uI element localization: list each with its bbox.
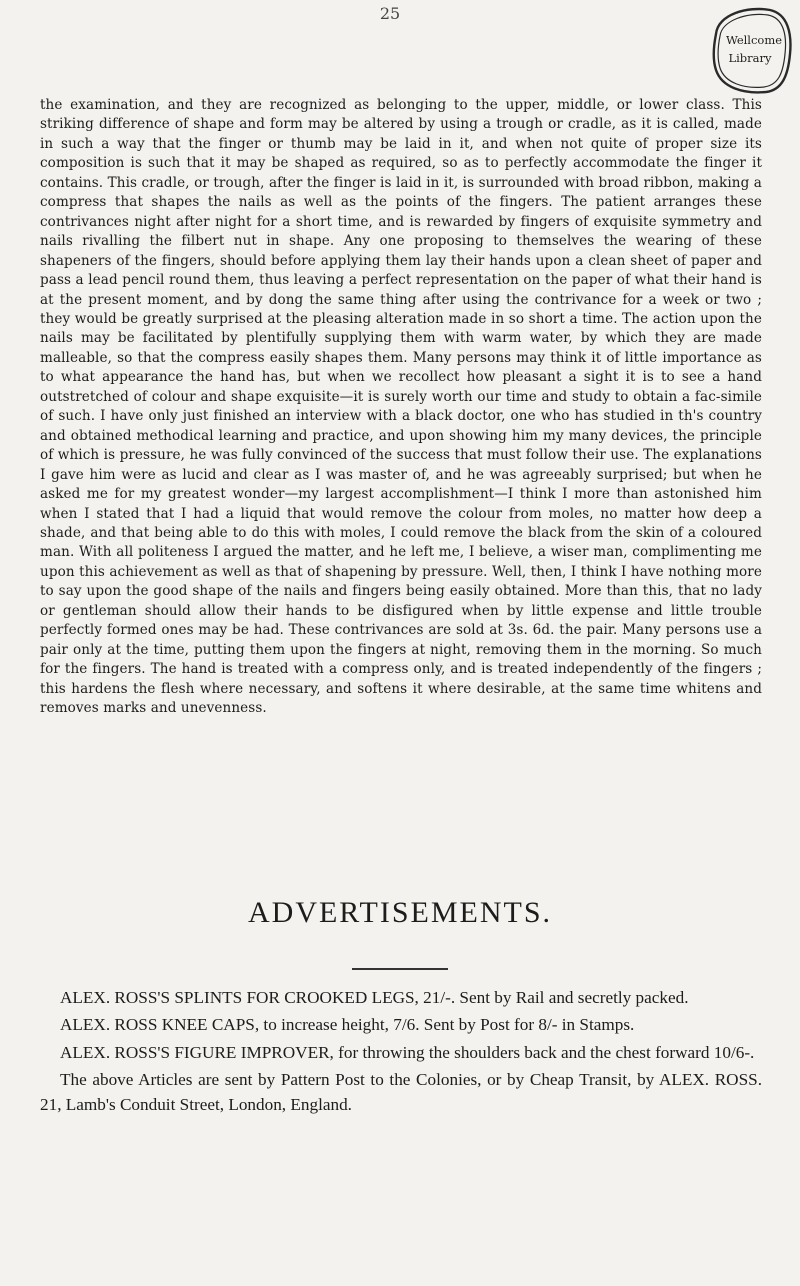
stamp-line-1: Wellcome	[725, 33, 783, 47]
ad-splints: ALEX. ROSS'S SPLINTS FOR CROOKED LEGS, 21/-. Sent by Rail and secretly packed.	[60, 988, 689, 1007]
advertisements-list	[40, 986, 762, 1120]
library-stamp	[708, 4, 794, 96]
ad-knee-caps: ALEX. ROSS KNEE CAPS, to increase height, 7/6. Sent by Post for 8/- in Stamps.	[60, 1015, 635, 1035]
body-paragraph: the examination, and they are recognized as belonging to the upper, middle, or lower class. This striking difference of shape and form may be altered by using a trough or cradle, as it is called, made in such a way that the finger or thumb may be laid in it, and when not quite of proper size its composition is such that it may be shaped as required, so as to perfectly accommodate the finger it contains. This cradle, or trough, after the finger is laid in it, is surrounded with broad ribbon, making a compress that shapes the nails as well as the points of the fingers. The patient arranges these contrivances night after night for a short time, and is rewarded by fingers of exquisite symmetry and nails rivalling the filbert nut in shape. Any one proposing to themselves the wearing of these shapeners of the fingers, should before applying them lay their hands upon a clean sheet of paper and pass a lead pencil round them, thus leaving a perfect representation on the paper of what their hand is at the present moment, and by dong the same thing after using the contrivance for a week or two ; they would be greatly surprised at the pleasing alteration made in so short a time. The action upon the nails may be facilitated by plentifully supplying them with warm water, by which they are made malleable, so that the compress easily shapes them. Many persons may think it of little importance as to what appearance the hand has, but when we recollect how pleasant a sight it is to see a hand outstretched of colour and shape exquisite—it is surely worth our time and study to obtain a fac-simile of such. I have only just finished an interview with a black doctor, one who has studied in th's country and obtained methodical learning and practice, and upon showing him my many devices, the principle of which is pressure, he was fully convinced of the success that must follow their use. The explanations I gave him were as lucid and clear as I was master of, and he was agreeably surprised; but when he asked me for my greatest wonder—my largest accomplishment—I think I more than astonished him when I stated that I had a liquid that would remove the colour from moles, no matter how deep a shade, and that being able to do this with moles, I could remove the black from the skin of a coloured man. With all politeness I argued the matter, and he left me, I believe, a wiser man, complimenting me upon this achievement as well as that of shapening by pressure. Well, then, I think I have nothing more to say upon the good shape of the nails and fingers being easily obtained. More than this, that no lady or gentleman should allow their hands to be disfigured when by little expense and little trouble perfectly formed ones may be had. These contrivances are sold at 3s. 6d. the pair. Many persons use a pair only at the time, putting them upon the fingers at night, removing them in the morning. So much for the fingers. The hand is treated with a compress only, and is treated independently of the fingers ; this hardens the flesh where necessary, and softens it where desirable, at the same time whitens and removes marks and unevenness.	[40, 97, 762, 717]
advertisements-heading: ADVERTISEMENTS.	[247, 896, 553, 929]
heading-divider	[352, 968, 448, 970]
page-number: 25	[379, 4, 401, 23]
ad-shipping-note: The above Articles are sent by Pattern Post to the Colonies, or by Cheap Transit, by ALEX. ROSS. 21, Lamb's Conduit Street, London, England.	[40, 1070, 762, 1114]
stamp-line-2: Library	[728, 51, 772, 65]
ad-figure-improver: ALEX. ROSS'S FIGURE IMPROVER, for throwing the shoulders back and the chest forward 10/6-.	[60, 1042, 755, 1062]
